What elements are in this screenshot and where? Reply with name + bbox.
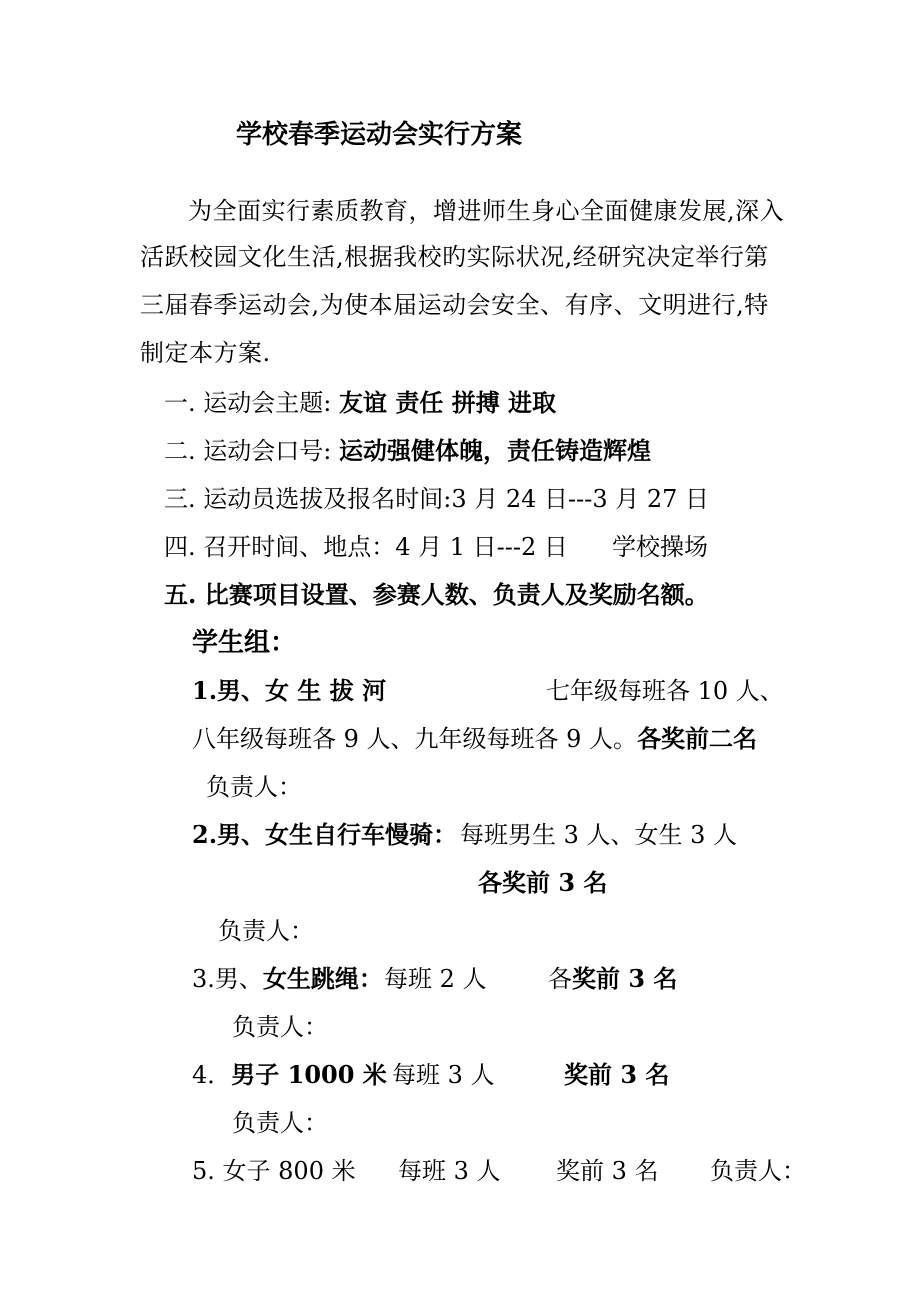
event-1-name: 1.男、女 生 拔 河	[192, 676, 387, 705]
event-2-person: 负责人：	[218, 917, 314, 945]
event-1-award: 各奖前二名	[637, 724, 758, 753]
event-3-person: 负责人：	[232, 1013, 328, 1041]
event-3-name	[192, 964, 383, 994]
event-5-name: 5. 女子 800 米	[192, 1157, 356, 1185]
event-4-num: 4．	[192, 1061, 232, 1089]
event-3-name-b: 女生跳绳：	[262, 964, 383, 993]
event-3-quota: 每班 2 人	[384, 965, 487, 993]
event-1-quota-a: 七年级每班各 10 人、	[546, 677, 784, 705]
event-4-person: 负责人：	[232, 1109, 328, 1137]
event-2-name: 2.男、女生自行车慢骑：	[192, 820, 458, 849]
event-4-award: 奖前 3 名	[564, 1060, 670, 1089]
student-group-heading: 学生组：	[192, 628, 297, 658]
event-5-award: 奖前 3 名	[556, 1157, 659, 1185]
intro-line-4: 制定本方案.	[140, 339, 271, 367]
event-3-award-a: 各	[548, 965, 572, 993]
section-slogan	[164, 436, 651, 466]
section-slogan-label: 二. 运动会口号:	[164, 437, 339, 465]
event-3-award-b: 奖前 3 名	[572, 964, 678, 993]
event-2-quota: 每班男生 3 人、女生 3 人	[460, 821, 738, 849]
event-4-quota: 每班 3 人	[392, 1061, 495, 1089]
section-theme-value: 友谊 责任 拼搏 进取	[338, 388, 557, 417]
section-events-heading: 五. 比赛项目设置、参赛人数、负责人及奖励名额。	[164, 580, 709, 609]
section-place: 学校操场	[612, 533, 708, 561]
event-3-name-a: 3.男、	[192, 965, 263, 993]
event-1-quota-b: 八年级每班各 9 人、九年级每班各 9 人。	[192, 725, 638, 753]
intro-line-3: 三届春季运动会,为使本届运动会安全、有序、文明进行,特	[140, 291, 769, 319]
event-5-person: 负责人：	[710, 1157, 806, 1185]
event-1-person: 负责人：	[206, 773, 302, 801]
event-4-row	[192, 1060, 387, 1090]
event-5-quota: 每班 3 人	[398, 1157, 501, 1185]
event-4-name: 男子 1000 米	[231, 1060, 387, 1089]
document-title: 学校春季运动会实行方案	[236, 120, 523, 150]
section-registration: 三. 运动员选拔及报名时间:3 月 24 日---3 月 27 日	[164, 485, 710, 513]
section-theme	[164, 388, 556, 418]
event-1-quota-line	[192, 724, 757, 754]
section-theme-label: 一. 运动会主题:	[164, 389, 339, 417]
section-time-place: 四. 召开时间、地点：4 月 1 日---2 日	[164, 533, 568, 561]
event-3-award	[548, 964, 677, 994]
section-slogan-value: 运动强健体魄，责任铸造辉煌	[338, 436, 651, 465]
intro-line-1: 为全面实行素质教育，增进师生身心全面健康发展,深入	[188, 197, 785, 225]
event-2-award: 各奖前 3 名	[478, 868, 608, 897]
intro-line-2: 活跃校园文化生活,根据我校旳实际状况,经研究决定举行第	[140, 243, 769, 271]
